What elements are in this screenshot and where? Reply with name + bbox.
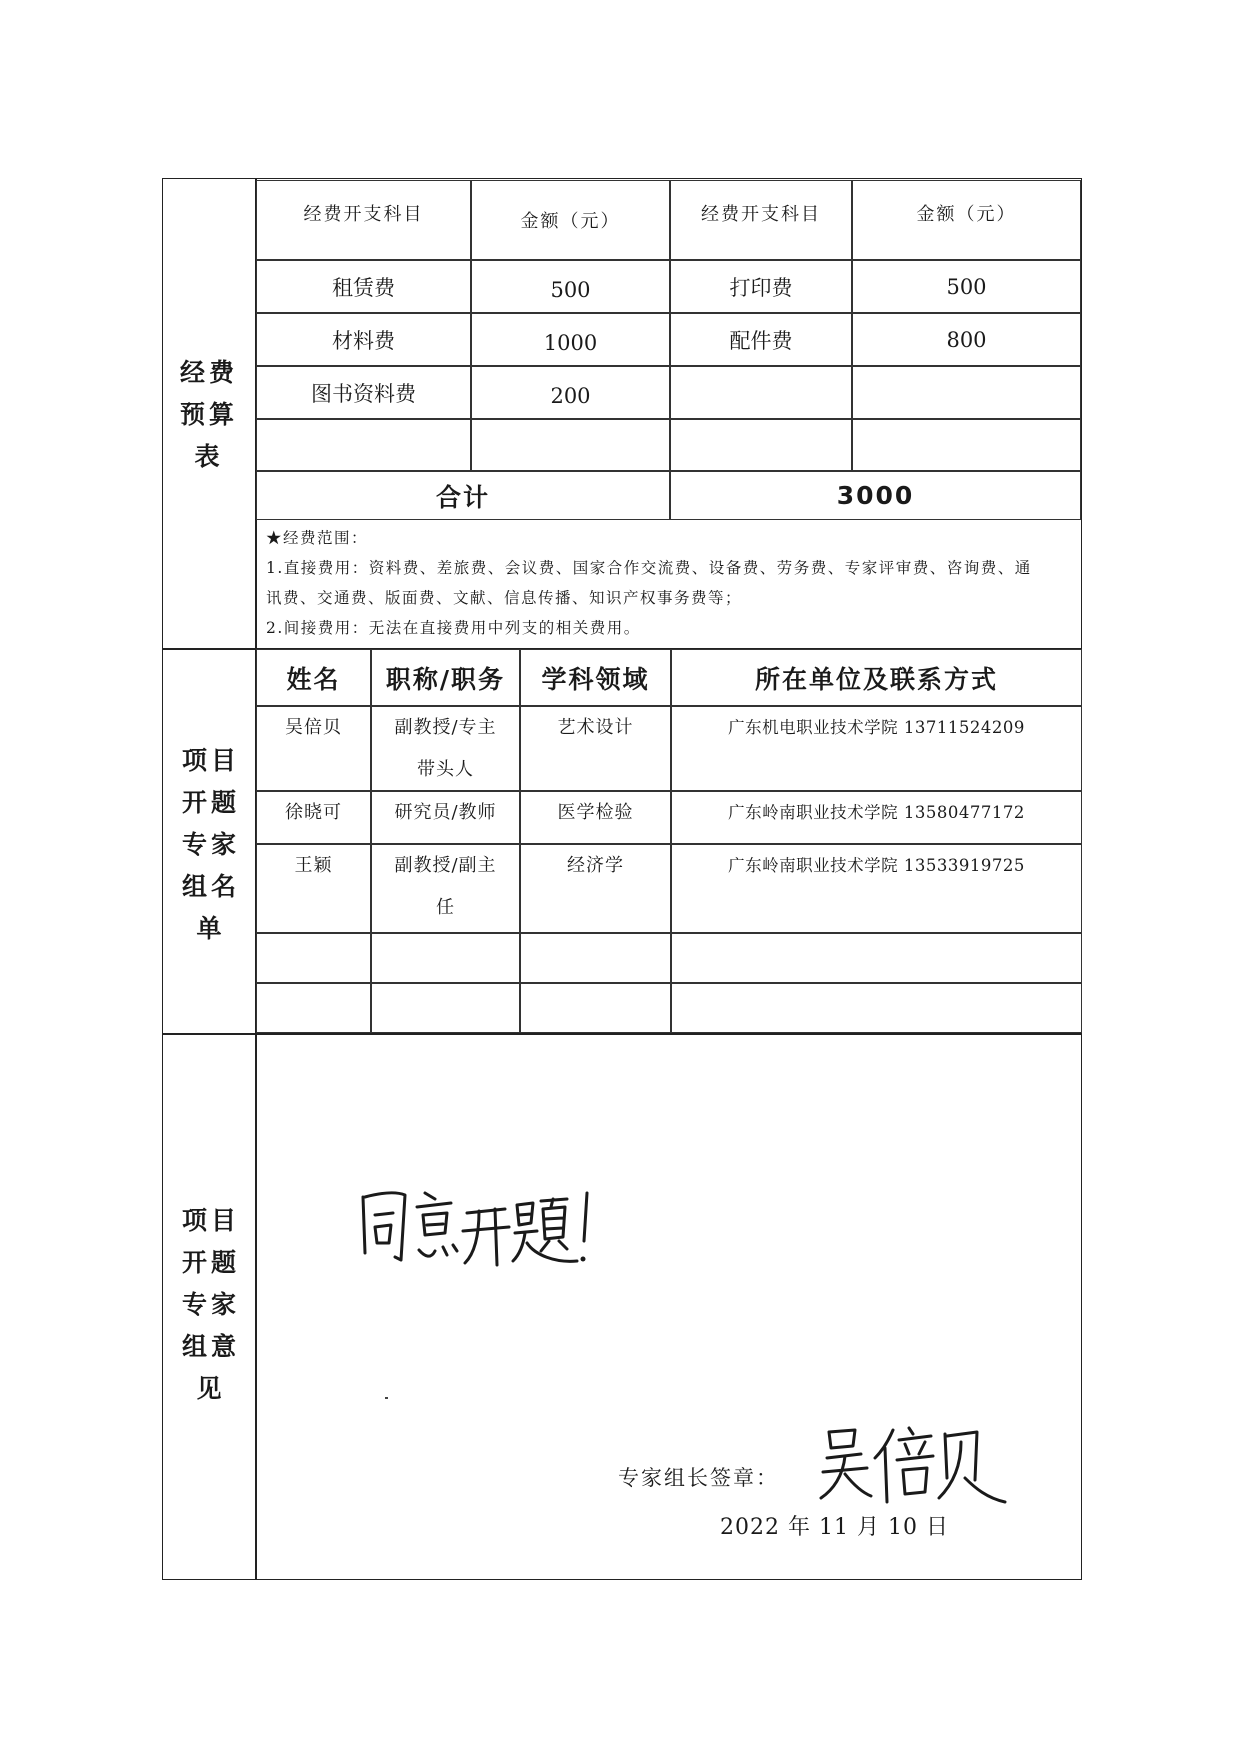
sign-date: 2022 年 11 月 10 日 — [720, 1515, 949, 1540]
expert-row-2-field — [520, 791, 671, 844]
budget-row-4-amount-2 — [852, 419, 1081, 471]
expert-row-5-title — [371, 983, 520, 1033]
budget-header-item-2 — [670, 180, 852, 260]
budget-row-4-item-1 — [256, 419, 471, 471]
budget-row-2-item-1 — [256, 313, 471, 366]
budget-total-value — [670, 471, 1081, 520]
budget-row-2-item-2-text: 配件费 — [729, 328, 793, 353]
budget-row-2-item-1-text: 材料费 — [332, 328, 395, 353]
budget-row-1-item-2 — [670, 260, 852, 313]
expert-row-2-field-text: 医学检验 — [557, 802, 634, 823]
expert-header-unit — [671, 649, 1082, 706]
budget-header-item-2-text: 经费开支科目 — [701, 204, 821, 225]
budget-row-1-amount-1-text: 500 — [550, 277, 591, 302]
budget-row-3-item-1 — [256, 366, 471, 419]
budget-scope-line-1: 1.直接费用：资料费、差旅费、会议费、国家合作交流费、设备费、劳务费、专家评审费、咨询费、通 — [266, 559, 1032, 577]
sign-label: 专家组长签章： — [618, 1466, 779, 1490]
budget-row-1-amount-1 — [471, 260, 670, 313]
expert-row-1-name — [256, 706, 371, 791]
expert-row-4-unit — [671, 933, 1082, 983]
budget-scope-line-3: 2.间接费用：无法在直接费用中列支的相关费用。 — [266, 619, 641, 637]
expert-row-2-unit-text: 广东岭南职业技术学院 13580477172 — [728, 803, 1025, 822]
budget-row-2-item-2 — [670, 313, 852, 366]
budget-row-2-amount-1-text: 1000 — [543, 330, 598, 355]
budget-side-title-text: 经费预算表 — [179, 358, 238, 471]
budget-row-2-amount-2-text: 800 — [946, 327, 987, 352]
budget-header-amount-2-text: 金额（元） — [916, 204, 1017, 225]
expert-row-2-title-text: 研究员/教师 — [394, 802, 497, 823]
opinion-side-title-text: 项目开题专家组意见 — [181, 1206, 240, 1403]
expert-header-name — [256, 649, 371, 706]
expert-row-2-name-text: 徐晓可 — [285, 802, 342, 823]
budget-scope-title: ★经费范围： — [266, 529, 369, 547]
budget-total-value-text: 3000 — [836, 481, 915, 510]
expert-row-5-unit — [671, 983, 1082, 1033]
budget-header-item-1 — [256, 180, 471, 260]
expert-header-field — [520, 649, 671, 706]
budget-row-3-amount-2 — [852, 366, 1081, 419]
budget-row-3-item-2 — [670, 366, 852, 419]
expert-row-3-unit-text: 广东岭南职业技术学院 13533919725 — [728, 856, 1025, 875]
expert-row-1-unit — [671, 706, 1082, 791]
budget-row-2-amount-2 — [852, 313, 1081, 366]
expert-row-1-title — [371, 706, 520, 791]
budget-scope-line-2: 讯费、交通费、版面费、文献、信息传播、知识产权事务费等； — [266, 589, 743, 607]
opinion-side-title — [180, 1200, 242, 1410]
expert-row-3-name — [256, 844, 371, 933]
budget-total-label-text: 合计 — [435, 482, 490, 512]
expert-row-1-title-text: 副教授/专主带头人 — [394, 717, 497, 780]
expert-row-1-unit-text: 广东机电职业技术学院 13711524209 — [728, 718, 1025, 737]
expert-row-3-unit — [671, 844, 1082, 933]
budget-row-1-item-1 — [256, 260, 471, 313]
expert-row-5-name — [256, 983, 371, 1033]
experts-side-title-text: 项目开题专家组名单 — [181, 746, 240, 943]
expert-row-2-name — [256, 791, 371, 844]
budget-row-3-item-1-text: 图书资料费 — [311, 381, 416, 406]
expert-header-title-text: 职称/职务 — [385, 664, 506, 694]
expert-row-3-name-text: 王颖 — [294, 855, 333, 876]
expert-row-3-title — [371, 844, 520, 933]
budget-row-2-amount-1 — [471, 313, 670, 366]
budget-row-4-amount-1 — [471, 419, 670, 471]
expert-row-1-name-text: 吴倍贝 — [285, 717, 342, 738]
budget-header-amount-1-text: 金额（元） — [520, 211, 621, 232]
expert-row-1-field-text: 艺术设计 — [557, 717, 634, 738]
expert-row-3-field-text: 经济学 — [567, 855, 624, 876]
budget-row-3-amount-1-text: 200 — [550, 383, 591, 408]
budget-header-amount-1 — [471, 180, 670, 260]
expert-row-2-title — [371, 791, 520, 844]
expert-row-1-field — [520, 706, 671, 791]
expert-header-field-text: 学科领域 — [541, 664, 650, 694]
budget-row-4-item-2 — [670, 419, 852, 471]
expert-header-unit-text: 所在单位及联系方式 — [754, 664, 998, 694]
expert-row-3-field — [520, 844, 671, 933]
expert-row-4-field — [520, 933, 671, 983]
budget-side-title — [178, 350, 240, 480]
budget-scope-note — [266, 521, 1076, 647]
budget-row-1-item-2-text: 打印费 — [729, 275, 793, 300]
budget-row-1-item-1-text: 租赁费 — [332, 275, 395, 300]
expert-row-5-field — [520, 983, 671, 1033]
expert-row-3-title-text: 副教授/副主任 — [394, 855, 497, 918]
section-separator-experts — [162, 1033, 1082, 1035]
expert-row-4-title — [371, 933, 520, 983]
expert-header-name-text: 姓名 — [286, 664, 341, 694]
experts-side-title — [180, 740, 242, 950]
stray-dot — [385, 1397, 388, 1399]
budget-header-item-1-text: 经费开支科目 — [303, 204, 424, 225]
handwritten-signature — [815, 1420, 1015, 1510]
budget-row-3-amount-1 — [471, 366, 670, 419]
budget-row-1-amount-2 — [852, 260, 1081, 313]
budget-total-label — [256, 471, 670, 520]
expert-row-2-unit — [671, 791, 1082, 844]
expert-header-title — [371, 649, 520, 706]
handwritten-opinion — [355, 1175, 595, 1280]
budget-row-1-amount-2-text: 500 — [946, 274, 987, 299]
budget-header-amount-2 — [852, 180, 1081, 260]
expert-row-4-name — [256, 933, 371, 983]
